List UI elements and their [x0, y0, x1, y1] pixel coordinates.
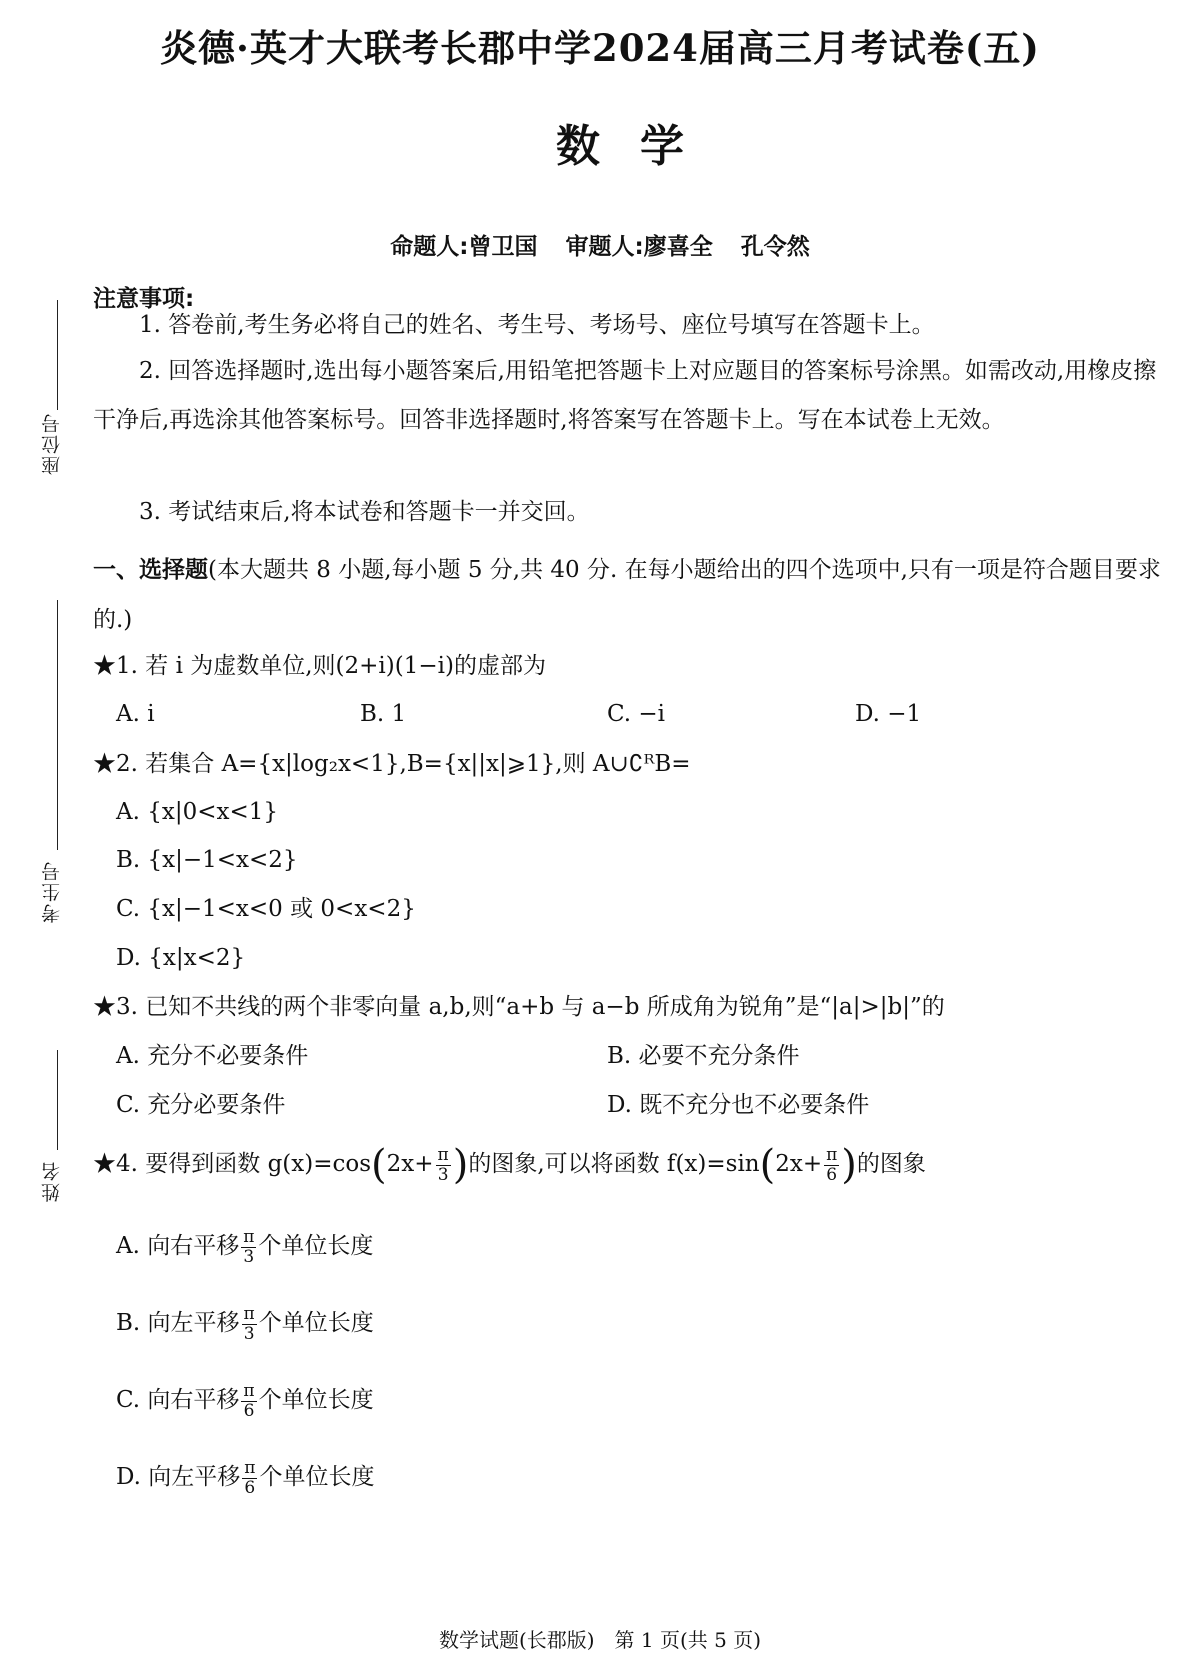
q4-option-b-text: B. 向左平移: [116, 1310, 240, 1336]
q4-frac-den: 3: [437, 1164, 449, 1185]
q4-option-c-text: C. 向右平移: [116, 1387, 240, 1413]
q2-stem: ★2. 若集合 A={x|log₂x<1},B={x||x|⩾1},则 A∪∁ᴿB=: [93, 751, 691, 777]
reviewer-label: 审题人:廖喜全: [565, 234, 713, 260]
exam-no-label: 考生号: [41, 860, 63, 923]
seat-label: 座位号: [41, 412, 63, 475]
q4-option-b-unit: 个单位长度: [258, 1310, 374, 1336]
frac-num: π: [243, 1380, 255, 1401]
reviewer2-label: 孔令然: [740, 234, 810, 260]
section-1: [93, 545, 1168, 645]
open-paren-icon: (: [759, 1142, 776, 1188]
q1-option-d: D. −1: [855, 701, 922, 727]
q1-stem: ★1. 若 i 为虚数单位,则(2+i)(1−i)的虚部为: [93, 653, 546, 679]
q4-stem-end: 的图象: [856, 1151, 926, 1177]
close-paren-icon: ): [452, 1142, 469, 1188]
exam-no-line: [57, 600, 58, 850]
frac-den: 6: [244, 1477, 256, 1498]
q2-option-d: D. {x|x<2}: [116, 945, 246, 971]
author-label: 命题人:曾卫国: [390, 234, 538, 260]
q4-stem-start: ★4. 要得到函数 g(x)=cos: [93, 1151, 372, 1177]
frac-den: 6: [243, 1400, 255, 1421]
q4-option-c-frac: [241, 1382, 256, 1421]
q4-stem: [93, 1140, 926, 1189]
q4-option-d-text: D. 向左平移: [116, 1464, 241, 1490]
frac-num: π: [244, 1457, 256, 1478]
q4-option-a-frac: [241, 1228, 256, 1267]
q4-option-c: [116, 1376, 374, 1424]
close-paren-icon: ): [841, 1142, 857, 1188]
frac-den: 3: [243, 1323, 255, 1344]
q2-option-b: B. {x|−1<x<2}: [116, 847, 298, 873]
q4-option-c-unit: 个单位长度: [258, 1387, 374, 1413]
q2-option-c: C. {x|−1<x<0 或 0<x<2}: [116, 896, 416, 922]
section-1-desc: (本大题共 8 小题,每小题 5 分,共 40 分. 在每小题给出的四个选项中,只有一项是符合题目要求的.): [93, 557, 1161, 633]
q4-option-d-unit: 个单位长度: [259, 1464, 375, 1490]
frac-den: 3: [243, 1246, 255, 1267]
q3-stem: ★3. 已知不共线的两个非零向量 a,b,则“a+b 与 a−b 所成角为锐角”是“|a|>|b|”的: [93, 994, 945, 1020]
q2-option-a: A. {x|0<x<1}: [116, 799, 278, 825]
page-footer: 数学试题(长郡版) 第 1 页(共 5 页): [438, 1628, 762, 1652]
q4-option-b: [116, 1299, 374, 1347]
q4-arg2: 2x+: [775, 1151, 823, 1177]
seat-line: [57, 300, 58, 410]
notice-item-2: 2. 回答选择题时,选出每小题答案后,用铅笔把答题卡上对应题目的答案标号涂黑。如需改动,用橡皮擦干净后,再选涂其他答案标号。回答非选择题时,将答案写在答题卡上。写在本试卷上无效。: [93, 358, 1157, 433]
q4-frac-pi-6: [824, 1146, 839, 1185]
q4-frac-num: π: [437, 1144, 449, 1165]
exam-title: 炎德·英才大联考长郡中学2024届高三月考试卷(五): [160, 26, 1040, 70]
q4-arg1: 2x+: [386, 1151, 434, 1177]
name-label: 姓名: [41, 1160, 63, 1202]
section-1-heading: 一、选择题: [93, 557, 208, 583]
q3-option-a: A. 充分不必要条件: [116, 1043, 309, 1069]
q1-option-b: B. 1: [360, 701, 407, 727]
subject-title: 数学: [556, 121, 724, 172]
name-line: [57, 1050, 58, 1150]
author-line: [0, 228, 1200, 261]
q3-option-b: B. 必要不充分条件: [607, 1043, 800, 1069]
frac-num: π: [243, 1226, 255, 1247]
notice-item-3: 3. 考试结束后,将本试卷和答题卡一并交回。: [139, 499, 590, 525]
q4-option-a-text: A. 向右平移: [116, 1233, 240, 1259]
q4-option-a: [116, 1222, 373, 1270]
q4-option-b-frac: [242, 1305, 257, 1344]
q3-option-d: D. 既不充分也不必要条件: [607, 1092, 870, 1118]
q3-option-c: C. 充分必要条件: [116, 1092, 286, 1118]
notice-heading: 注意事项:: [93, 286, 195, 312]
q1-option-a: A. i: [116, 701, 155, 727]
q4-frac-den: 6: [826, 1164, 838, 1185]
q4-frac-num: π: [826, 1144, 838, 1165]
notice-item-1: 1. 答卷前,考生务必将自己的姓名、考生号、考场号、座位号填写在答题卡上。: [139, 312, 935, 338]
q4-option-a-unit: 个单位长度: [258, 1233, 374, 1259]
open-paren-icon: (: [371, 1142, 387, 1188]
q4-option-d-frac: [242, 1459, 257, 1498]
q1-option-c: C. −i: [607, 701, 666, 727]
q4-mid: 的图象,可以将函数 f(x)=sin: [468, 1151, 760, 1177]
frac-num: π: [243, 1303, 255, 1324]
q4-frac-pi-3: [436, 1146, 451, 1185]
q4-option-d: [116, 1453, 374, 1501]
